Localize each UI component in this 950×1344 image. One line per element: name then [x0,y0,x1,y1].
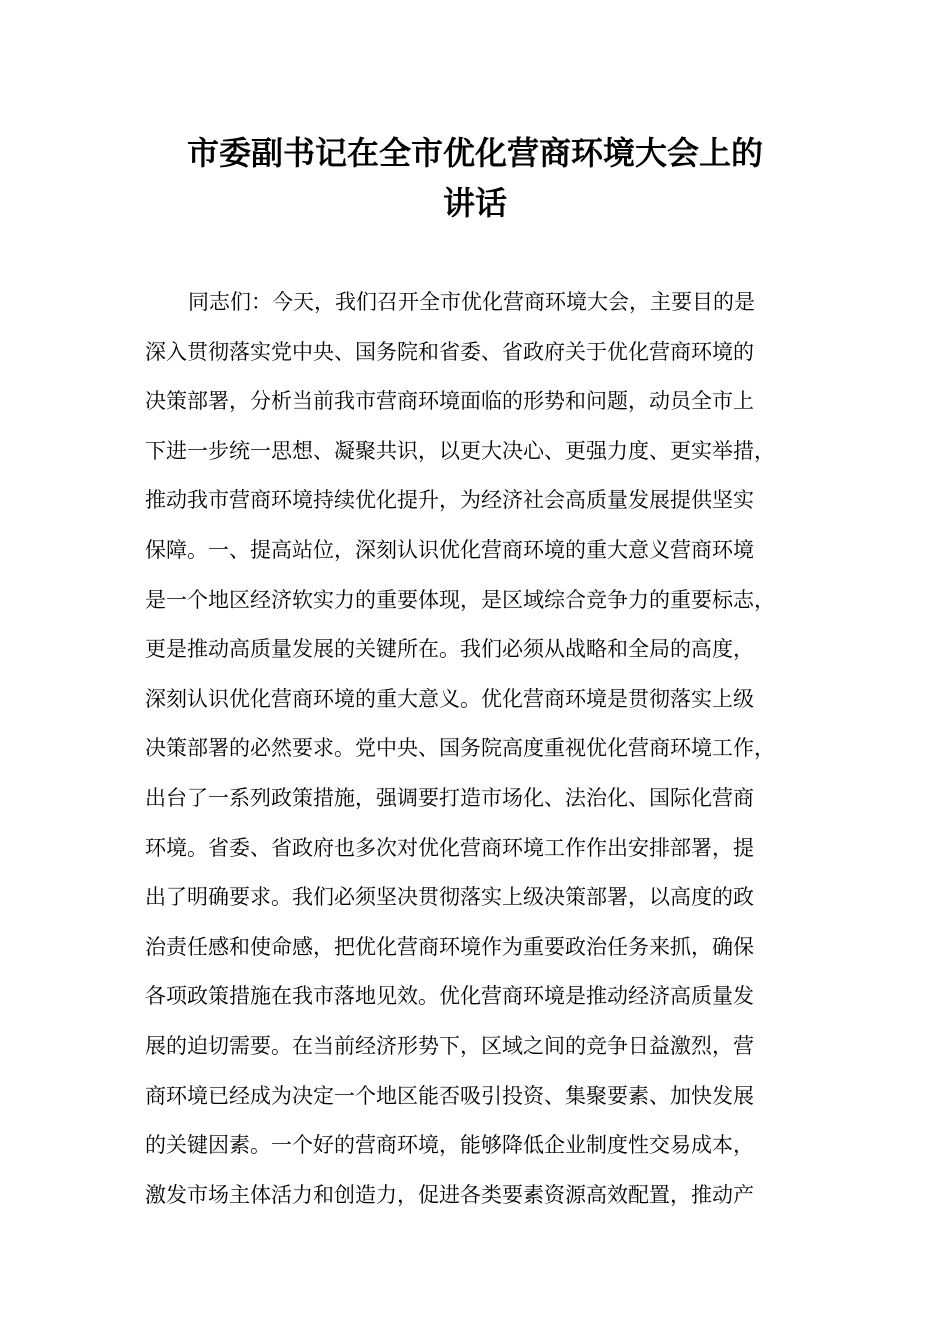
title-line-1: 市委副书记在全市优化营商环境大会上的 [186,134,763,172]
body-line: 决策部署的必然要求。党中央、国务院高度重视优化营商环境工作， [145,736,775,761]
body-line: 的关键因素。一个好的营商环境，能够降低企业制度性交易成本， [145,1133,754,1158]
body-line: 是一个地区经济软实力的重要体现，是区域综合竞争力的重要标志， [145,587,775,612]
body-line: 推动我市营商环境持续优化提升，为经济社会高质量发展提供坚实 [145,488,754,513]
body-line: 环境。省委、省政府也多次对优化营商环境工作作出安排部署，提 [145,835,754,860]
body-line: 各项政策措施在我市落地见效。优化营商环境是推动经济高质量发 [145,984,754,1009]
body-line: 同志们：今天，我们召开全市优化营商环境大会，主要目的是 [188,290,755,314]
document-title [120,128,830,228]
title-line-2: 讲话 [442,184,507,222]
body-line: 保障。一、提高站位，深刻认识优化营商环境的重大意义营商环境 [145,537,754,562]
body-line: 深刻认识优化营商环境的重大意义。优化营商环境是贯彻落实上级 [145,686,754,711]
body-line: 下进一步统一思想、凝聚共识，以更大决心、更强力度、更实举措， [145,438,775,463]
document-body [145,278,825,1220]
body-line: 深入贯彻落实党中央、国务院和省委、省政府关于优化营商环境的 [145,339,754,364]
body-line: 出台了一系列政策措施，强调要打造市场化、法治化、国际化营商 [145,785,754,810]
body-line: 出了明确要求。我们必须坚决贯彻落实上级决策部署，以高度的政 [145,885,754,910]
body-line: 决策部署，分析当前我市营商环境面临的形势和问题，动员全市上 [145,389,754,414]
body-line: 激发市场主体活力和创造力，促进各类要素资源高效配置，推动产 [145,1182,754,1207]
body-line: 更是推动高质量发展的关键所在。我们必须从战略和全局的高度， [145,637,754,662]
body-line: 展的迫切需要。在当前经济形势下，区域之间的竞争日益激烈，营 [145,1033,754,1058]
body-line: 商环境已经成为决定一个地区能否吸引投资、集聚要素、加快发展 [145,1083,754,1108]
body-line: 治责任感和使命感，把优化营商环境作为重要政治任务来抓，确保 [145,934,754,959]
